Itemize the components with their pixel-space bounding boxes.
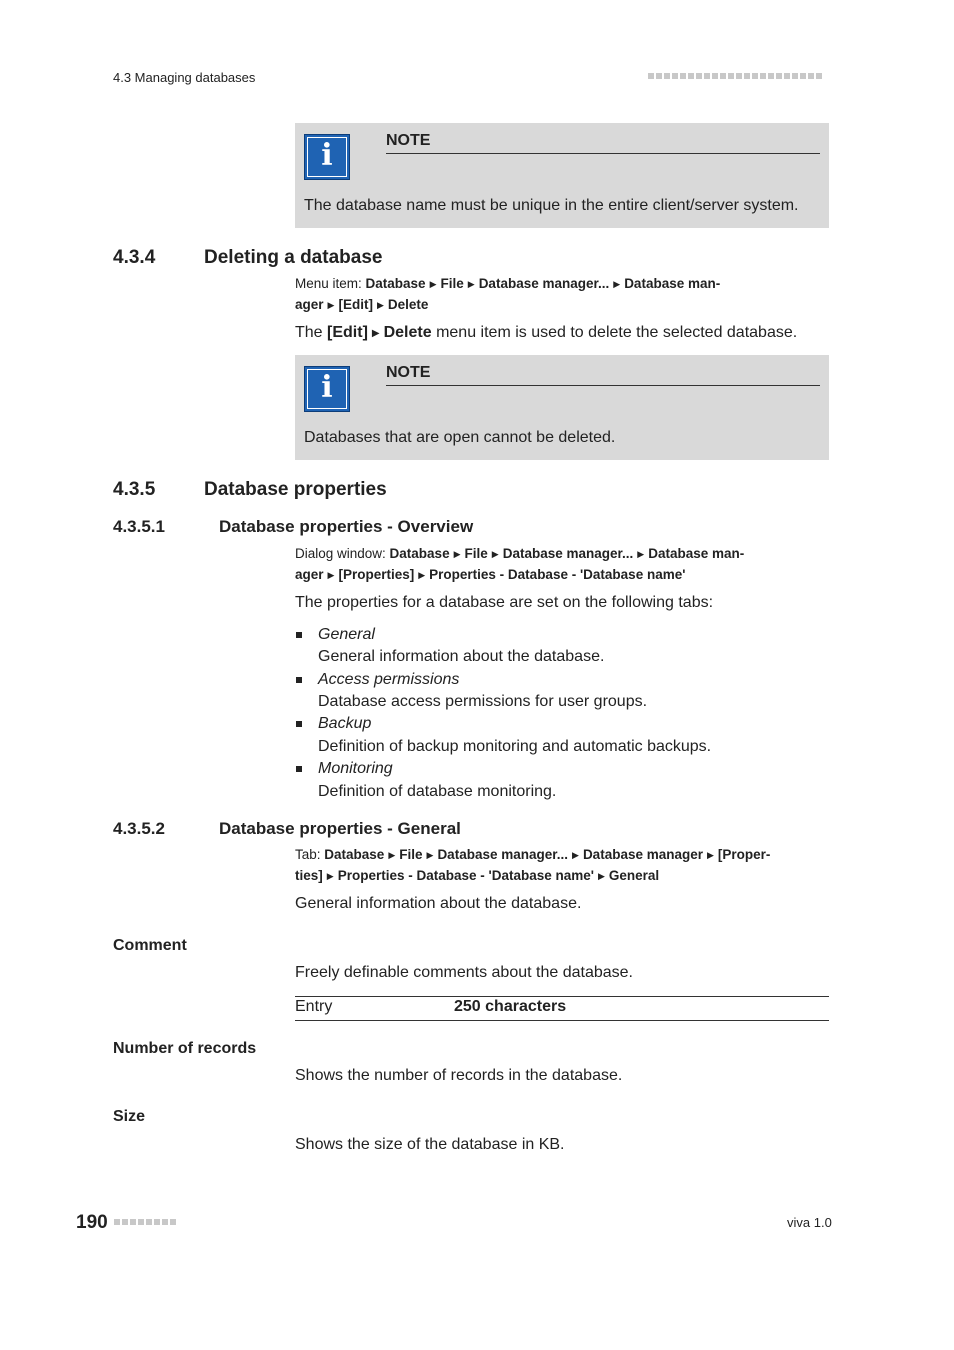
arrow-right-icon: ▶ — [388, 850, 396, 860]
list-item-title: Access permissions — [318, 671, 460, 688]
decor-square — [752, 73, 758, 79]
field-description: Freely definable comments about the database. — [295, 964, 633, 981]
field-label: Comment — [113, 937, 187, 954]
path-step: Database manager — [582, 847, 703, 862]
subsection-number: 4.3.5.2 — [113, 819, 165, 838]
decor-square — [696, 73, 702, 79]
note-box — [295, 123, 829, 228]
footer-decoration — [114, 1219, 176, 1225]
path-step: Database man- — [648, 546, 745, 561]
arrow-right-icon: ▶ — [426, 850, 434, 860]
note-title: NOTE — [386, 364, 820, 386]
decor-square — [808, 73, 814, 79]
arrow-right-icon: ▶ — [376, 300, 384, 310]
text: The — [295, 324, 328, 341]
running-header: 4.3 Managing databases — [113, 70, 256, 85]
path-step: Database — [389, 546, 450, 561]
decor-square — [816, 73, 822, 79]
text-bold: [Edit] — [327, 324, 368, 341]
list-item-desc: Definition of database monitoring. — [318, 783, 557, 800]
entry-table — [295, 996, 829, 1021]
page-number: 190 — [76, 1212, 108, 1233]
path-step: Database — [324, 847, 385, 862]
decor-square — [680, 73, 686, 79]
path-step: Properties - Database - 'Database name' — [429, 567, 686, 582]
decor-square — [138, 1219, 144, 1225]
decor-square — [146, 1219, 152, 1225]
arrow-right-icon: ▶ — [572, 850, 579, 860]
path-step: ager — [295, 297, 324, 312]
decor-square — [170, 1219, 176, 1225]
arrow-right-icon: ▶ — [453, 549, 461, 559]
decor-square — [114, 1219, 120, 1225]
bullet-icon — [296, 721, 302, 727]
arrow-right-icon: ▶ — [707, 850, 714, 860]
decor-square — [648, 73, 654, 79]
path-step: ager — [295, 567, 324, 582]
path-step: Database manager... — [502, 546, 634, 561]
decor-square — [154, 1219, 160, 1225]
arrow-right-icon: ▶ — [326, 871, 334, 881]
list-item-desc: Database access permissions for user groups. — [318, 693, 648, 710]
decor-square — [720, 73, 726, 79]
list-item-title: General — [318, 626, 375, 643]
field-description: Shows the size of the database in KB. — [295, 1136, 565, 1153]
decor-square — [768, 73, 774, 79]
path-step: File — [464, 546, 488, 561]
menu-path — [295, 544, 795, 586]
header-decoration — [648, 73, 822, 79]
decor-square — [784, 73, 790, 79]
bullet-icon — [296, 766, 302, 772]
path-step: File — [399, 847, 423, 862]
arrow-right-icon: ▶ — [613, 279, 621, 289]
arrow-right-icon: ▶ — [467, 279, 475, 289]
path-prefix: Menu item: — [295, 276, 366, 291]
info-icon: i — [304, 134, 350, 180]
path-step: Database manager... — [478, 276, 610, 291]
section-title: Deleting a database — [204, 247, 383, 268]
menu-path-line — [295, 866, 795, 887]
decor-square — [688, 73, 694, 79]
section-number: 4.3.4 — [113, 247, 156, 268]
menu-path-line — [295, 274, 795, 295]
note-box — [295, 355, 829, 460]
entry-label: Entry — [295, 998, 333, 1015]
path-step: ties] — [295, 868, 323, 883]
path-step: [Proper- — [717, 847, 771, 862]
subsection-number: 4.3.5.1 — [113, 517, 165, 536]
decor-square — [736, 73, 742, 79]
bullet-icon — [296, 677, 302, 683]
decor-square — [656, 73, 662, 79]
decor-square — [760, 73, 766, 79]
section-title: Database properties — [204, 479, 387, 500]
list-item-title: Monitoring — [318, 760, 393, 777]
note-text: Databases that are open cannot be deleted. — [304, 429, 616, 446]
decor-square — [704, 73, 710, 79]
decor-square — [122, 1219, 128, 1225]
note-text: The database name must be unique in the entire client/server system. — [304, 197, 799, 214]
paragraph: General information about the database. — [295, 895, 582, 912]
decor-square — [728, 73, 734, 79]
arrow-right-icon: ▶ — [327, 300, 335, 310]
subsection-title: Database properties - General — [219, 819, 461, 838]
menu-path-line — [295, 295, 795, 316]
field-label: Number of records — [113, 1040, 257, 1057]
arrow-right-icon: ▶ — [491, 549, 499, 559]
decor-square — [800, 73, 806, 79]
path-prefix: Dialog window: — [295, 546, 390, 561]
section-number: 4.3.5 — [113, 479, 156, 500]
entry-value: 250 characters — [454, 998, 567, 1015]
menu-path-line — [295, 565, 795, 586]
decor-square — [130, 1219, 136, 1225]
text-bold: Delete — [383, 324, 432, 341]
list-item-desc: General information about the database. — [318, 648, 605, 665]
text: menu item is used to delete the selected database. — [431, 324, 798, 341]
decor-square — [664, 73, 670, 79]
decor-square — [712, 73, 718, 79]
arrow-right-icon: ▶ — [597, 871, 605, 881]
decor-square — [776, 73, 782, 79]
path-step: Database — [365, 276, 426, 291]
path-step: [Edit] — [338, 297, 373, 312]
field-description: Shows the number of records in the database. — [295, 1067, 623, 1084]
path-step: File — [440, 276, 464, 291]
menu-path-line — [295, 845, 795, 866]
decor-square — [672, 73, 678, 79]
note-title: NOTE — [386, 132, 820, 154]
arrow-right-icon: ▶ — [429, 279, 437, 289]
arrow-right-icon: ▶ — [371, 328, 380, 339]
decor-square — [162, 1219, 168, 1225]
field-label: Size — [113, 1108, 146, 1125]
menu-path — [295, 845, 795, 887]
menu-path — [295, 274, 795, 316]
menu-path-line — [295, 544, 795, 565]
paragraph: The properties for a database are set on the following tabs: — [295, 594, 714, 611]
list-item-title: Backup — [318, 715, 372, 732]
arrow-right-icon: ▶ — [327, 570, 335, 580]
arrow-right-icon: ▶ — [418, 570, 426, 580]
path-step: Database man- — [624, 276, 721, 291]
product-version: viva 1.0 — [787, 1215, 832, 1230]
subsection-title: Database properties - Overview — [219, 517, 474, 536]
path-step: [Properties] — [338, 567, 415, 582]
list-item-desc: Definition of backup monitoring and automatic backups. — [318, 738, 712, 755]
decor-square — [792, 73, 798, 79]
path-step: Database manager... — [437, 847, 569, 862]
bullet-icon — [296, 632, 302, 638]
path-step: Delete — [387, 297, 429, 312]
paragraph — [295, 324, 797, 342]
path-step: General — [608, 868, 660, 883]
info-icon: i — [304, 366, 350, 412]
path-step: Properties - Database - 'Database name' — [337, 868, 594, 883]
path-prefix: Tab: — [295, 847, 325, 862]
arrow-right-icon: ▶ — [637, 549, 645, 559]
decor-square — [744, 73, 750, 79]
